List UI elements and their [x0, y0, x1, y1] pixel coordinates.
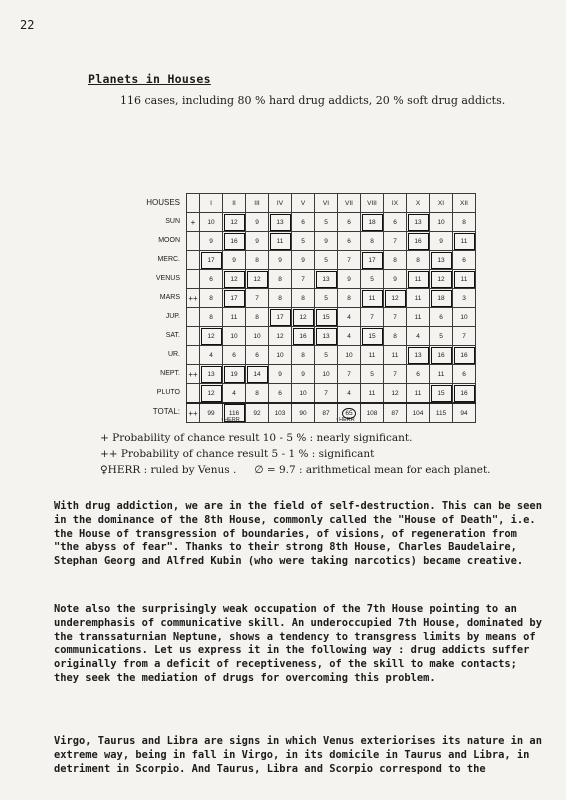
- table-cell: 8: [453, 213, 476, 232]
- table-cell: 6: [338, 232, 361, 251]
- table-cell: 15: [315, 308, 338, 327]
- table-cell: 12: [223, 270, 246, 289]
- table-row: [187, 384, 476, 404]
- table-cell: 14: [246, 365, 269, 384]
- table-cell: 16: [407, 232, 430, 251]
- venus-ruled-label: ♀HERR: [335, 417, 355, 423]
- row-mark: [187, 346, 200, 365]
- table-row: [187, 232, 476, 251]
- row-labels: [136, 193, 184, 421]
- table-cell: 6: [338, 213, 361, 232]
- table-cell: 8: [292, 289, 315, 308]
- row-label: SAT.: [165, 332, 180, 339]
- table-cell: 16: [453, 384, 476, 404]
- table-cell: 10: [315, 365, 338, 384]
- table-cell: 4: [223, 384, 246, 404]
- table-cell: 6: [430, 308, 453, 327]
- table-cell: 6: [200, 270, 223, 289]
- table-row: [187, 289, 476, 308]
- table-cell: 8: [338, 289, 361, 308]
- table-cell: 11: [269, 232, 292, 251]
- table-cell: 4: [338, 384, 361, 404]
- table-cell: 5: [315, 251, 338, 270]
- table-cell: 13: [200, 365, 223, 384]
- table-cell: 19: [223, 365, 246, 384]
- total-cell: 90: [292, 403, 315, 423]
- row-mark: ++: [187, 365, 200, 384]
- column-header-XII: XII: [453, 194, 476, 213]
- row-label: NEPT.: [160, 370, 180, 377]
- row-mark: +: [187, 213, 200, 232]
- table-cell: 11: [361, 346, 384, 365]
- table-cell: 7: [361, 308, 384, 327]
- table-cell: 12: [384, 384, 407, 404]
- column-header-IX: IX: [384, 194, 407, 213]
- table-cell: 13: [407, 346, 430, 365]
- total-cell: 87: [384, 403, 407, 423]
- planets-houses-table: [186, 193, 476, 423]
- table-cell: 6: [453, 365, 476, 384]
- table-row: [187, 308, 476, 327]
- table-cell: 9: [269, 251, 292, 270]
- table-cell: 4: [200, 346, 223, 365]
- table-cell: 9: [315, 232, 338, 251]
- legend-line-2: ++ Probability of chance result 5 - 1 % : significant: [100, 448, 375, 460]
- table-cell: 17: [200, 251, 223, 270]
- table-cell: 11: [223, 308, 246, 327]
- paragraph-1: With drug addiction, we are in the field of self-destruction. This can be seen in the dominance of the 8th House, commonly called the "House of Death", i.e. the House of transgression of boundaries, of visions, of regeneration from "the abyss of fear". Thanks to their strong 8th House, Charles Baudelaire, Stephan Georg and Alfred Kubin (who were taking narcotics) became creative.: [54, 500, 542, 568]
- column-header-IV: IV: [269, 194, 292, 213]
- table-cell: 7: [453, 327, 476, 346]
- total-cell: 103: [269, 403, 292, 423]
- total-cell: 94: [453, 403, 476, 423]
- table-cell: 16: [292, 327, 315, 346]
- legend: [100, 430, 491, 478]
- table-row: [187, 270, 476, 289]
- row-mark: [187, 327, 200, 346]
- table-cell: 8: [246, 384, 269, 404]
- table-cell: 8: [200, 308, 223, 327]
- table-cell: 4: [338, 308, 361, 327]
- table-cell: 10: [223, 327, 246, 346]
- table-cell: 5: [361, 270, 384, 289]
- table-cell: 8: [407, 251, 430, 270]
- table-cell: 11: [407, 270, 430, 289]
- total-cell: 104: [407, 403, 430, 423]
- table-cell: 8: [384, 251, 407, 270]
- table-row: [187, 365, 476, 384]
- table-cell: 5: [430, 327, 453, 346]
- table-cell: 12: [384, 289, 407, 308]
- row-mark: [187, 308, 200, 327]
- column-header-I: I: [200, 194, 223, 213]
- table-cell: 8: [269, 289, 292, 308]
- table-cell: 5: [315, 289, 338, 308]
- total-cell: 116: [223, 403, 246, 423]
- row-mark: [187, 270, 200, 289]
- table-row: [187, 213, 476, 232]
- table-cell: 10: [453, 308, 476, 327]
- table-cell: 12: [246, 270, 269, 289]
- table-cell: 8: [246, 251, 269, 270]
- table-cell: 4: [407, 327, 430, 346]
- corner-label: HOUSES: [146, 198, 180, 207]
- column-header-XI: XI: [430, 194, 453, 213]
- table-cell: 16: [453, 346, 476, 365]
- table-cell: 15: [430, 384, 453, 404]
- table-cell: 13: [407, 213, 430, 232]
- column-header-V: V: [292, 194, 315, 213]
- table-cell: 6: [384, 213, 407, 232]
- row-mark: ++: [187, 289, 200, 308]
- row-label: PLUTO: [156, 389, 180, 396]
- table-cell: 6: [269, 384, 292, 404]
- total-cell: 65: [338, 403, 361, 423]
- table-cell: 16: [430, 346, 453, 365]
- table-cell: 17: [361, 251, 384, 270]
- table-cell: 18: [361, 213, 384, 232]
- table-cell: 6: [453, 251, 476, 270]
- page-number: 22: [20, 18, 35, 32]
- table-cell: 12: [269, 327, 292, 346]
- table-cell: 8: [384, 327, 407, 346]
- table-cell: 12: [200, 384, 223, 404]
- table-cell: 3: [453, 289, 476, 308]
- table-cell: 6: [223, 346, 246, 365]
- paragraph-2: Note also the surprisingly weak occupation of the 7th House pointing to an underemphasis of communicative skill. An underoccupied 7th House, dominated by the transsaturnian Neptune, shows a tendency to transgress limits by means of communications. Let us express it in the following way : drug addicts suffer originally from a deficit of receptiveness, of the skill to make contacts; they seek the mediation of drugs for overcoming this problem.: [54, 603, 542, 684]
- legend-line-3a: ♀HERR : ruled by Venus .: [100, 464, 237, 476]
- table-cell: 8: [361, 232, 384, 251]
- legend-line-3b: ∅ = 9.7 : arithmetical mean for each planet.: [254, 464, 491, 476]
- section-subtitle: 116 cases, including 80 % hard drug addicts, 20 % soft drug addicts.: [120, 94, 506, 107]
- table-cell: 18: [430, 289, 453, 308]
- table-cell: 9: [223, 251, 246, 270]
- table-row: [187, 251, 476, 270]
- table-cell: 4: [338, 327, 361, 346]
- total-cell: 115: [430, 403, 453, 423]
- table-cell: 6: [292, 213, 315, 232]
- table-cell: 9: [246, 213, 269, 232]
- column-header-VII: VII: [338, 194, 361, 213]
- table-cell: 11: [453, 270, 476, 289]
- table-cell: 7: [315, 384, 338, 404]
- table-cell: 11: [407, 384, 430, 404]
- table-cell: 8: [200, 289, 223, 308]
- total-cell: 87: [315, 403, 338, 423]
- column-header-VIII: VIII: [361, 194, 384, 213]
- table-cell: 9: [384, 270, 407, 289]
- table-cell: 7: [384, 365, 407, 384]
- table-cell: 15: [361, 327, 384, 346]
- table-cell: 11: [384, 346, 407, 365]
- table-cell: 10: [430, 213, 453, 232]
- total-cell: 92: [246, 403, 269, 423]
- venus-ruled-label: ♀HERR: [220, 417, 240, 423]
- table-cell: 8: [246, 308, 269, 327]
- table-cell: 7: [384, 232, 407, 251]
- table-row: [187, 346, 476, 365]
- table-cell: 7: [292, 270, 315, 289]
- table-cell: 12: [292, 308, 315, 327]
- header-mark-cell: [187, 194, 200, 213]
- column-header-II: II: [223, 194, 246, 213]
- table-cell: 7: [384, 308, 407, 327]
- table-cell: 5: [292, 232, 315, 251]
- row-mark: [187, 384, 200, 404]
- table-cell: 11: [430, 365, 453, 384]
- table-cell: 12: [223, 213, 246, 232]
- total-mark: ++: [187, 403, 200, 423]
- table-cell: 10: [338, 346, 361, 365]
- section-heading: Planets in Houses: [88, 72, 211, 86]
- table-cell: 11: [361, 289, 384, 308]
- row-mark: [187, 251, 200, 270]
- table-cell: 10: [269, 346, 292, 365]
- table-cell: 6: [246, 346, 269, 365]
- column-header-VI: VI: [315, 194, 338, 213]
- table-cell: 13: [315, 270, 338, 289]
- table-cell: 5: [315, 213, 338, 232]
- total-cell: 108: [361, 403, 384, 423]
- table-cell: 12: [430, 270, 453, 289]
- table-cell: 13: [269, 213, 292, 232]
- table-cell: 17: [223, 289, 246, 308]
- row-label: UR.: [167, 351, 180, 358]
- paragraph-3: Virgo, Taurus and Libra are signs in which Venus exteriorises its nature in an extreme way, being in fall in Virgo, in its domicile in Taurus and Libra, in detriment in Scorpio. And Taurus, Libra and Scorpio correspond to the: [54, 735, 542, 775]
- row-label: MARS: [159, 294, 180, 301]
- table-cell: 9: [200, 232, 223, 251]
- table-cell: 11: [407, 289, 430, 308]
- table-cell: 10: [292, 384, 315, 404]
- table-cell: 13: [315, 327, 338, 346]
- table-cell: 9: [246, 232, 269, 251]
- table-cell: 7: [338, 365, 361, 384]
- row-label: SUN: [165, 218, 180, 225]
- table-cell: 11: [453, 232, 476, 251]
- table-cell: 9: [430, 232, 453, 251]
- table-cell: 6: [407, 365, 430, 384]
- row-label: VENUS: [155, 275, 180, 282]
- table-cell: 7: [246, 289, 269, 308]
- table-cell: 8: [292, 346, 315, 365]
- table-cell: 11: [407, 308, 430, 327]
- table-cell: 10: [200, 213, 223, 232]
- table-cell: 8: [269, 270, 292, 289]
- row-label: JUP.: [165, 313, 180, 320]
- table-cell: 5: [315, 346, 338, 365]
- legend-line-1: + Probability of chance result 10 - 5 % : nearly significant.: [100, 432, 413, 444]
- table-cell: 13: [430, 251, 453, 270]
- table-cell: 16: [223, 232, 246, 251]
- column-header-III: III: [246, 194, 269, 213]
- total-label: TOTAL:: [152, 407, 180, 416]
- table-cell: 5: [361, 365, 384, 384]
- total-cell: 99: [200, 403, 223, 423]
- table-cell: 9: [338, 270, 361, 289]
- table-cell: 11: [361, 384, 384, 404]
- table-cell: 9: [269, 365, 292, 384]
- table-cell: 9: [292, 251, 315, 270]
- table-cell: 7: [338, 251, 361, 270]
- table-cell: 17: [269, 308, 292, 327]
- row-label: MERC.: [157, 256, 180, 263]
- table-cell: 10: [246, 327, 269, 346]
- table-cell: 12: [200, 327, 223, 346]
- table-row: [187, 327, 476, 346]
- column-header-X: X: [407, 194, 430, 213]
- table-cell: 9: [292, 365, 315, 384]
- row-mark: [187, 232, 200, 251]
- row-label: MOON: [158, 237, 180, 244]
